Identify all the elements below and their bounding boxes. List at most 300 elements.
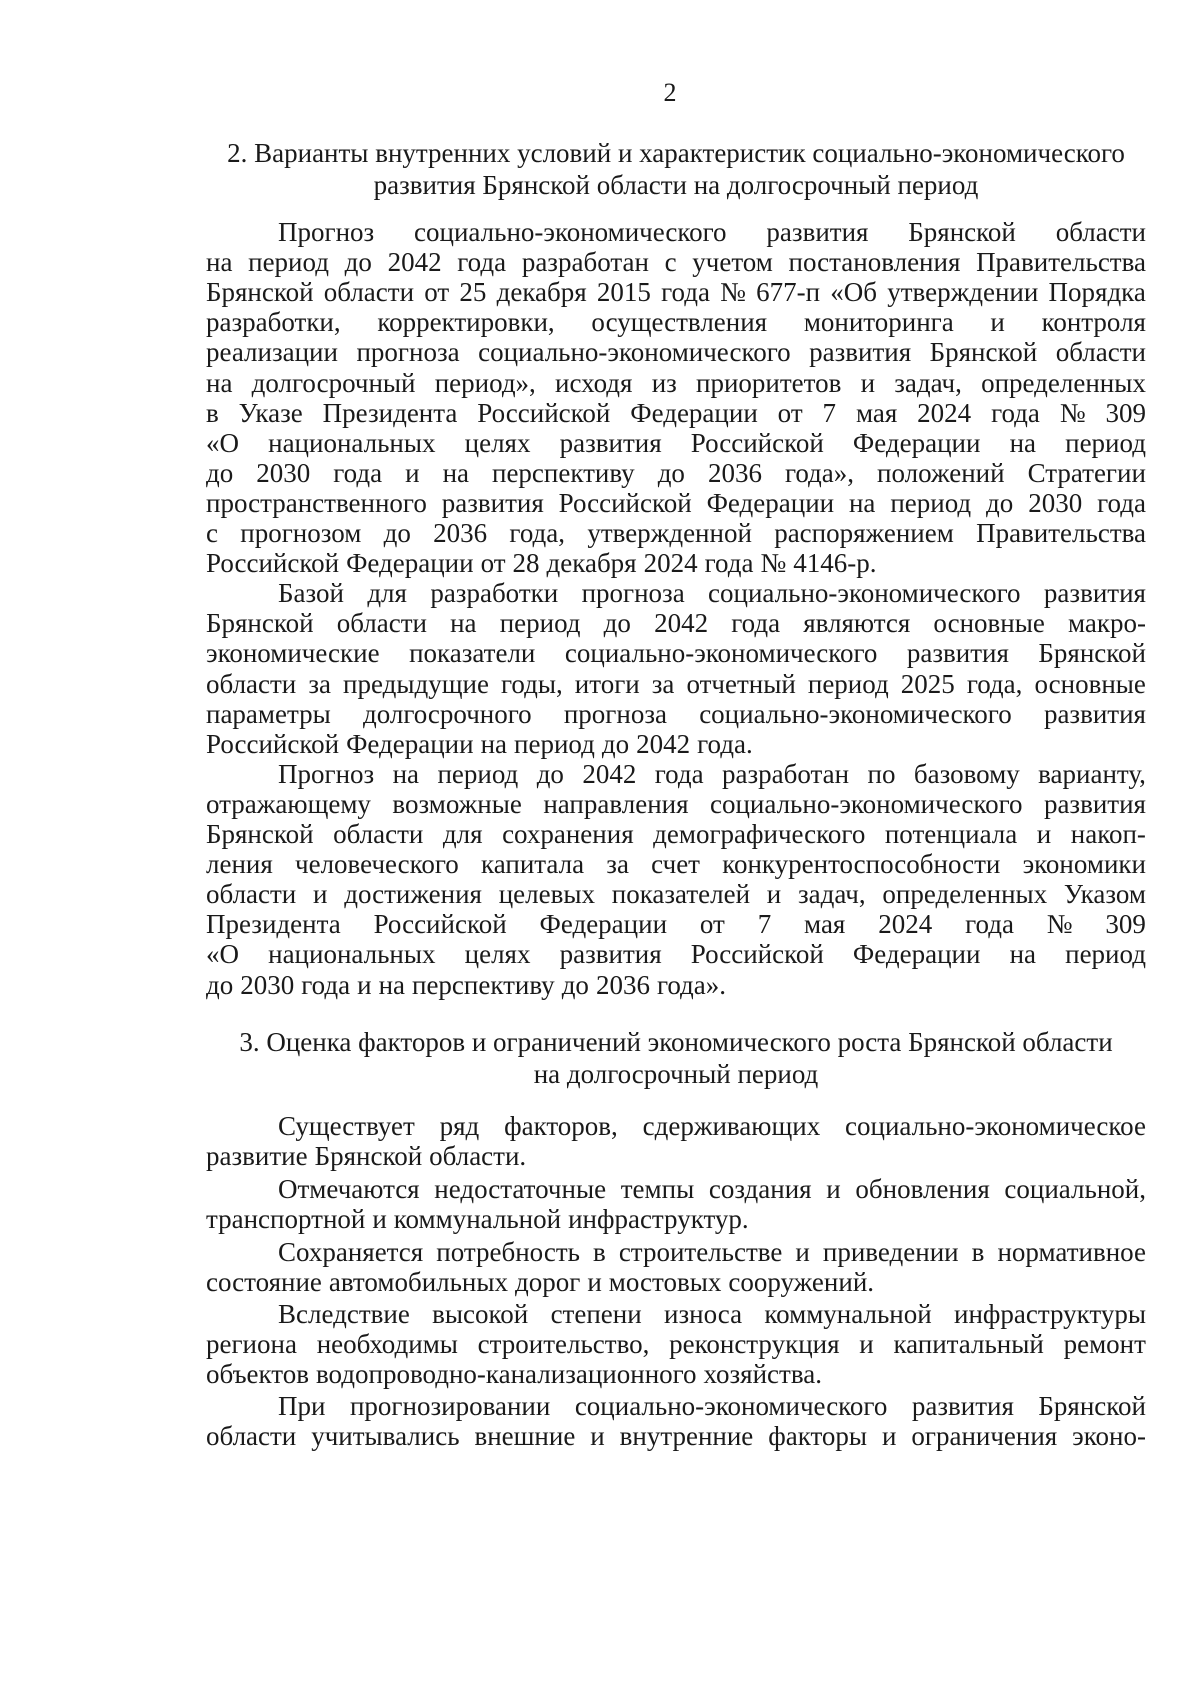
word: целевых — [498, 879, 595, 909]
word: состояние — [206, 1267, 322, 1297]
word: задач, — [798, 879, 866, 909]
word: корректировки, — [377, 307, 555, 337]
word: на — [1009, 939, 1036, 969]
word: из — [651, 368, 677, 398]
word: ограничения — [911, 1421, 1058, 1451]
word: исходя — [555, 368, 633, 398]
word: 677-п — [756, 277, 821, 307]
word: перспективу — [412, 970, 555, 1000]
section-2-heading-line-2: развития Брянской области на долгосрочный период — [373, 170, 979, 200]
word: развития — [559, 428, 662, 458]
word: от — [424, 277, 450, 307]
word: «О — [206, 939, 239, 969]
word: до — [601, 729, 630, 759]
text-line — [206, 517, 1146, 549]
text-line — [206, 547, 1146, 579]
word: развития — [559, 939, 662, 969]
word: прогнозировании — [349, 1391, 551, 1421]
word: потенциала — [884, 819, 1018, 849]
text-line — [206, 848, 1146, 880]
text-line — [278, 1173, 1146, 1205]
word: отражающему — [206, 789, 371, 819]
text-line — [206, 276, 1146, 308]
word: 25 — [459, 277, 487, 307]
word: национальных — [268, 939, 436, 969]
text-line — [206, 698, 1146, 730]
word: развитие — [206, 1141, 308, 1171]
word: развития — [1043, 578, 1146, 608]
text-line — [206, 607, 1146, 639]
word: года», — [784, 458, 855, 488]
word: по — [867, 759, 896, 789]
word: коммунальной — [764, 1299, 932, 1329]
word: и — [357, 970, 372, 1000]
text-line — [206, 427, 1146, 459]
section-2-heading — [206, 137, 1146, 201]
word: области. — [429, 1141, 527, 1171]
word: Брянской — [206, 819, 314, 849]
word: обновления — [855, 1174, 990, 1204]
word: варианту, — [1038, 759, 1146, 789]
word: разработки — [430, 578, 559, 608]
word: период — [807, 669, 889, 699]
word: социально-экономического — [414, 217, 727, 247]
word: и — [313, 879, 328, 909]
word: и — [990, 307, 1005, 337]
word: социально-экономическое — [845, 1111, 1146, 1141]
word: Российской — [206, 548, 340, 578]
word: Указом — [1063, 879, 1146, 909]
word: потребность — [436, 1237, 580, 1267]
word: пространственного — [206, 488, 427, 518]
word: и — [826, 1174, 841, 1204]
word: базовому — [913, 759, 1020, 789]
word: до — [657, 458, 685, 488]
word: развития — [441, 488, 544, 518]
word: транспортной — [206, 1204, 366, 1234]
text-line — [206, 668, 1146, 700]
word: за — [651, 669, 675, 699]
word: эконо- — [1072, 1421, 1146, 1451]
word: года — [661, 277, 710, 307]
word: области — [333, 819, 424, 849]
word: года — [333, 458, 383, 488]
word: показатели — [409, 638, 536, 668]
word: за — [308, 669, 331, 699]
word: постановления — [788, 247, 961, 277]
word: Сохраняется — [278, 1237, 424, 1267]
word: Указе — [238, 398, 303, 428]
section-2-heading-line-1: 2. Варианты внутренних условий и характеристик социально-экономического — [227, 138, 1125, 168]
word: развития — [1043, 789, 1146, 819]
text-line — [206, 1328, 1146, 1360]
word: на — [848, 488, 876, 518]
word: области — [206, 879, 297, 909]
word: Прогноз — [278, 759, 375, 789]
word: учитывались — [311, 1421, 460, 1451]
word: в — [206, 398, 219, 428]
word: на — [392, 759, 420, 789]
word: до — [603, 608, 631, 638]
text-line — [206, 306, 1146, 338]
page-number: 2 — [663, 78, 677, 107]
word: предыдущие — [343, 669, 489, 699]
word: области — [323, 277, 415, 307]
word: 2036 — [433, 518, 488, 548]
word: года — [457, 247, 507, 277]
word: перспективу — [492, 458, 635, 488]
text-line — [206, 818, 1146, 850]
word: 7 — [822, 398, 837, 428]
word: и — [1036, 819, 1052, 849]
word: № — [1059, 398, 1086, 428]
word: и — [372, 1204, 387, 1234]
word: внешние — [474, 1421, 576, 1451]
word: года — [654, 759, 704, 789]
word: 2030 — [240, 970, 295, 1000]
word: до — [383, 518, 411, 548]
word: в — [971, 1237, 985, 1267]
word: года». — [656, 970, 727, 1000]
word: инфраструктур. — [568, 1204, 749, 1234]
word: Базой — [278, 578, 344, 608]
word: ления — [206, 849, 273, 879]
word: распоряжением — [774, 518, 954, 548]
word: области — [1055, 337, 1146, 367]
word: Брянской — [929, 337, 1038, 367]
word: учетом — [692, 247, 773, 277]
word: с — [206, 518, 218, 548]
text-line — [206, 1420, 1146, 1452]
word: хозяйства. — [703, 1359, 822, 1389]
word: области — [1055, 217, 1146, 247]
word: на — [450, 608, 477, 638]
section-3-heading-line-1: 3. Оценка факторов и ограничений экономического роста Брянской области — [239, 1027, 1113, 1057]
word: приоритетов — [696, 368, 842, 398]
word: параметры — [206, 699, 331, 729]
word: инфраструктуры — [954, 1299, 1146, 1329]
word: мостовых — [608, 1267, 722, 1297]
text-line — [206, 728, 1146, 760]
word: Отмечаются — [278, 1174, 420, 1204]
word: и — [590, 1421, 605, 1451]
word: создания — [708, 1174, 812, 1204]
word: социально-экономического — [699, 699, 1012, 729]
word: положений — [877, 458, 1005, 488]
text-line — [206, 336, 1146, 368]
word: факторов, — [504, 1111, 618, 1141]
word: социально-экономического — [709, 789, 1023, 819]
word: Российской — [690, 428, 824, 458]
word: реализации — [206, 337, 338, 367]
word: Федерации — [346, 548, 474, 578]
word: социально-экономического — [478, 337, 791, 367]
word: прогноза — [356, 337, 460, 367]
word: счет — [651, 849, 700, 879]
word: социальной, — [1004, 1174, 1146, 1204]
word: долгосрочного — [362, 699, 532, 729]
word: области — [206, 1421, 297, 1451]
text-line — [206, 1266, 1146, 1298]
word: целях — [464, 939, 531, 969]
section-3-heading — [206, 1026, 1146, 1090]
word: № — [1046, 909, 1073, 939]
word: с — [664, 247, 677, 277]
word: Федерации — [539, 909, 668, 939]
word: задач, — [894, 368, 962, 398]
word: до — [536, 759, 564, 789]
word: период — [499, 608, 581, 638]
word: контроля — [1041, 307, 1146, 337]
text-line — [278, 1298, 1146, 1330]
text-line — [206, 969, 1146, 1001]
word: и — [587, 1267, 602, 1297]
word: высокой — [432, 1299, 529, 1329]
word: 309 — [1105, 909, 1146, 939]
word: период», — [434, 368, 536, 398]
word: до — [206, 970, 234, 1000]
word: 4146-р. — [793, 548, 877, 578]
word: являются — [803, 608, 911, 638]
word: разработан — [521, 247, 649, 277]
word: определенных — [882, 879, 1048, 909]
word: Российской — [690, 939, 824, 969]
text-line — [206, 878, 1146, 910]
word: накоп- — [1070, 819, 1146, 849]
word: Брянской — [1038, 1391, 1146, 1421]
word: декабря — [496, 277, 587, 307]
word: коммунальной — [393, 1204, 562, 1234]
word: утвержденной — [587, 518, 752, 548]
word: года, — [966, 669, 1023, 699]
word: Правительства — [976, 518, 1146, 548]
text-line — [278, 1110, 1146, 1142]
word: период — [1065, 939, 1146, 969]
word: объектов — [206, 1359, 309, 1389]
text-line — [206, 1358, 1146, 1390]
word: социально-экономического — [574, 1391, 888, 1421]
word: При — [278, 1391, 326, 1421]
word: года, — [509, 518, 566, 548]
word: сохранения — [502, 819, 634, 849]
word: реконструкция — [669, 1329, 840, 1359]
word: разработки, — [206, 307, 341, 337]
word: 2025 — [900, 669, 955, 699]
text-line — [278, 577, 1146, 609]
word: Президента — [206, 909, 341, 939]
word: и — [766, 879, 782, 909]
word: 2036 — [595, 970, 650, 1000]
word: за — [606, 849, 629, 879]
text-line — [206, 487, 1146, 519]
word: года — [704, 548, 754, 578]
word: приведении — [822, 1237, 959, 1267]
word: на — [442, 458, 469, 488]
word: в — [593, 1237, 606, 1267]
word: экономические — [206, 638, 380, 668]
word: человеческого — [295, 849, 459, 879]
word: ремонт — [1063, 1329, 1146, 1359]
word: капитальный — [893, 1329, 1044, 1359]
word: Прогноз — [278, 217, 375, 247]
word: период — [514, 729, 595, 759]
text-line — [206, 1140, 1146, 1172]
word: до — [986, 488, 1014, 518]
word: конкурентоспособности — [722, 849, 1001, 879]
word: достижения — [344, 879, 482, 909]
word: 28 — [512, 548, 540, 578]
word: Российской — [477, 398, 611, 428]
word: целях — [464, 428, 531, 458]
word: и — [859, 1329, 874, 1359]
text-line — [278, 1390, 1146, 1422]
text-line — [206, 367, 1146, 399]
word: года — [731, 608, 781, 638]
word: года — [301, 970, 351, 1000]
word: Брянской — [206, 277, 314, 307]
word: на — [480, 729, 508, 759]
word: 7 — [757, 909, 772, 939]
word: мая — [855, 398, 898, 428]
word: Федерации — [346, 729, 474, 759]
word: необходимы — [316, 1329, 458, 1359]
word: дорог — [515, 1267, 581, 1297]
word: и — [860, 368, 876, 398]
word: 2030 — [1028, 488, 1083, 518]
word: капитала — [481, 849, 585, 879]
word: степени — [550, 1299, 642, 1329]
word: и — [882, 1421, 897, 1451]
word: региона — [206, 1329, 297, 1359]
word: 2024 — [878, 909, 933, 939]
word: осуществления — [591, 307, 768, 337]
word: Федерации — [630, 398, 758, 428]
section-3-heading-line-2: на долгосрочный период — [533, 1059, 819, 1089]
text-line — [278, 758, 1146, 790]
word: декабря — [546, 548, 637, 578]
word: «Об — [830, 277, 878, 307]
word: период — [248, 247, 329, 277]
word: Брянской — [908, 217, 1016, 247]
word: до — [344, 247, 372, 277]
word: Федерации — [852, 939, 981, 969]
word: от — [699, 909, 725, 939]
word: и — [405, 458, 420, 488]
word: национальных — [268, 428, 436, 458]
word: строительстве — [618, 1237, 783, 1267]
text-line — [206, 457, 1146, 489]
word: утверждении — [887, 277, 1039, 307]
word: факторы — [768, 1421, 868, 1451]
word: Федерации — [706, 488, 835, 518]
word: мая — [804, 909, 846, 939]
word: года — [1097, 488, 1146, 518]
word: темпы — [620, 1174, 695, 1204]
word: Существует — [278, 1111, 415, 1141]
word: разработан — [722, 759, 850, 789]
word: на — [206, 368, 233, 398]
word: Федерации — [852, 428, 981, 458]
word: годы, — [500, 669, 563, 699]
word: на — [1009, 428, 1036, 458]
word: нормативное — [997, 1237, 1146, 1267]
word: Российской — [206, 729, 340, 759]
word: области — [336, 608, 427, 638]
word: 2036 — [707, 458, 762, 488]
word: экономики — [1022, 849, 1146, 879]
word: года — [991, 398, 1040, 428]
text-line — [206, 246, 1146, 278]
word: 2024 — [917, 398, 972, 428]
word: от — [777, 398, 803, 428]
word: возможные — [392, 789, 522, 819]
word: определенных — [981, 368, 1146, 398]
word: демографического — [653, 819, 866, 849]
word: для — [367, 578, 407, 608]
word: области — [206, 669, 297, 699]
text-line — [206, 637, 1146, 669]
text-line — [206, 908, 1146, 940]
text-line — [206, 1203, 1146, 1235]
word: внутренние — [619, 1421, 754, 1451]
word: развития — [809, 337, 912, 367]
text-line — [278, 1236, 1146, 1268]
word: развития — [911, 1391, 1014, 1421]
word: 2024 — [643, 548, 698, 578]
word: период — [890, 488, 972, 518]
word: основные — [933, 608, 1045, 638]
word: Брянской — [314, 1141, 423, 1171]
word: 2042 — [582, 759, 637, 789]
word: строительство, — [477, 1329, 650, 1359]
word: «О — [206, 428, 239, 458]
word: Брянской — [206, 608, 314, 638]
word: социально-экономического — [708, 578, 1021, 608]
word: развития — [1043, 699, 1146, 729]
word: Стратегии — [1027, 458, 1146, 488]
word: социально-экономического — [564, 638, 878, 668]
word: отчетный — [686, 669, 796, 699]
word: сооружений. — [728, 1267, 875, 1297]
text-line — [206, 938, 1146, 970]
word: 2042 — [636, 729, 691, 759]
word: 309 — [1105, 398, 1146, 428]
word: 2015 — [596, 277, 651, 307]
word: развития — [906, 638, 1009, 668]
word: № — [720, 277, 746, 307]
word: Российской — [558, 488, 692, 518]
word: долгосрочный — [251, 368, 416, 398]
word: Правительства — [976, 247, 1146, 277]
word: макро- — [1067, 608, 1146, 638]
word: недостаточные — [434, 1174, 607, 1204]
text-line — [206, 397, 1146, 429]
word: износа — [664, 1299, 743, 1329]
word: развития — [766, 217, 869, 247]
word: и — [795, 1237, 810, 1267]
word: водопроводно-канализационного — [315, 1359, 697, 1389]
word: сдерживающих — [642, 1111, 821, 1141]
word: период — [1065, 428, 1146, 458]
word: Вследствие — [278, 1299, 410, 1329]
word: прогноза — [581, 578, 685, 608]
word: до — [561, 970, 589, 1000]
word: Президента — [322, 398, 458, 428]
word: Брянской — [1038, 638, 1146, 668]
word: показателей — [611, 879, 751, 909]
word: ряд — [439, 1111, 480, 1141]
word: 2030 — [256, 458, 311, 488]
